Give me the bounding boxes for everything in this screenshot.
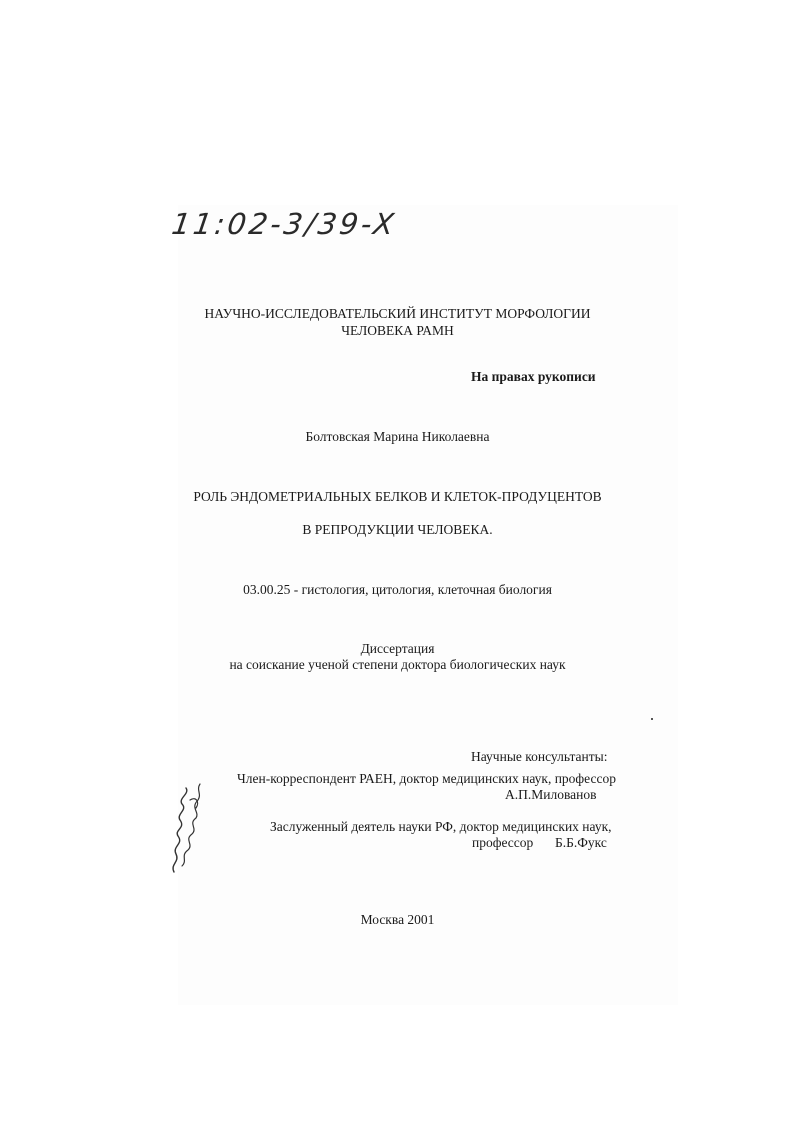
- dissertation-type: Диссертация: [360, 641, 435, 656]
- dissertation-title-line-1: РОЛЬ ЭНДОМЕТРИАЛЬНЫХ БЕЛКОВ И КЛЕТОК-ПРОДУЦЕНТОВ: [193, 489, 602, 504]
- consultant-2-name: Б.Б.Фукс: [555, 835, 607, 850]
- consultant-1-title: Член-корреспондент РАЕН, доктор медицинских наук, профессор: [237, 771, 616, 786]
- place-and-year: Москва 2001: [360, 912, 435, 927]
- handwritten-signature: [160, 780, 210, 880]
- manuscript-rights-note: На правах рукописи: [471, 369, 596, 384]
- consultant-2-rank: профессор: [472, 835, 534, 850]
- scan-speck: [651, 718, 653, 720]
- author-name: Болтовская Марина Николаевна: [305, 429, 490, 444]
- consultant-1-name: А.П.Милованов: [505, 787, 597, 802]
- consultants-heading: Научные консультанты:: [471, 749, 608, 764]
- institute-line-2: ЧЕЛОВЕКА РАМН: [341, 323, 454, 338]
- dissertation-title-line-2: В РЕПРОДУКЦИИ ЧЕЛОВЕКА.: [302, 522, 493, 537]
- specialty-code: 03.00.25 - гистология, цитология, клеточная биология: [243, 582, 552, 597]
- handwritten-catalog-code: 11:02-3/39-X: [169, 207, 399, 241]
- degree-sought: на соискание ученой степени доктора биологических наук: [229, 657, 566, 672]
- consultant-2-title: Заслуженный деятель науки РФ, доктор медицинских наук,: [270, 819, 612, 834]
- institute-line-1: НАУЧНО-ИССЛЕДОВАТЕЛЬСКИЙ ИНСТИТУТ МОРФОЛОГИИ: [204, 306, 591, 321]
